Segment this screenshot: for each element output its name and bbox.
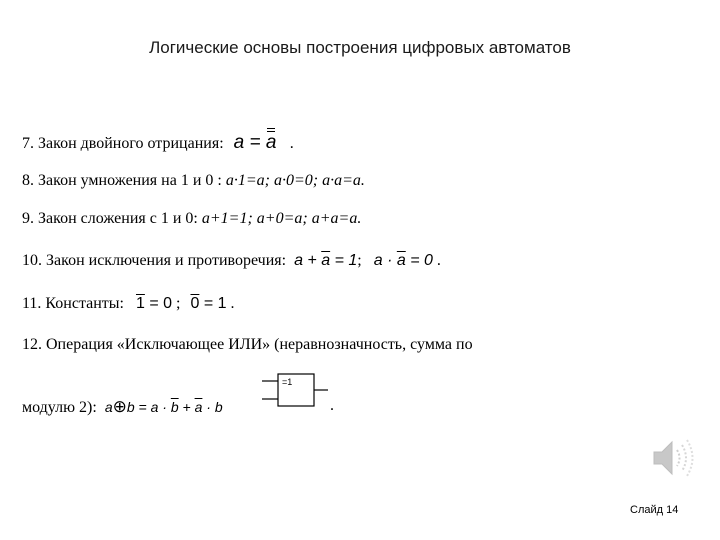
law-7-eq: = [244, 132, 266, 153]
law-12-tail: . [330, 397, 334, 414]
law-12-label: 12. Операция «Исключающее ИЛИ» (неравнозначность, сумма по [22, 336, 473, 353]
law-11-c1-a: 1 [135, 295, 145, 312]
law-10-sep: ; [357, 252, 362, 269]
xor-b: b = a · [126, 399, 171, 415]
xor-plus: + [178, 399, 195, 415]
law-11-c2-a: 0 [190, 295, 200, 312]
xor-formula [105, 399, 223, 415]
slide-title: Логические основы построения цифровых автоматов [149, 38, 571, 57]
law-9 [22, 210, 361, 228]
xor-gate-symbol [262, 373, 328, 409]
law-7-tail: . [289, 135, 294, 152]
law-10-f1-b: $\overline{a}$ [321, 252, 331, 269]
slide-number: Слайд 14 [630, 504, 679, 516]
law-10-f2-a: a · [373, 252, 397, 269]
law-9-formula: a+1=1; a+0=a; a+a=a. [201, 210, 362, 227]
law-11-c1-b: = 0 [144, 295, 173, 312]
law-7-label: 7. Закон двойного отрицания: [22, 135, 224, 152]
law-10 [22, 252, 441, 270]
law-10-label: 10. Закон исключения и противоречия: [22, 252, 287, 269]
speaker-icon[interactable] [652, 436, 698, 480]
law-9-label: 9. Закон сложения с 1 и 0: [22, 210, 198, 227]
law-11-sep: ; [176, 295, 181, 312]
xor-a: a [104, 399, 113, 415]
law-11-const-1 [136, 295, 172, 312]
law-7 [22, 132, 294, 154]
law-10-formula-2 [374, 252, 433, 269]
law-12-cont-label: модулю 2): [22, 399, 97, 416]
law-11-tail: . [230, 295, 235, 312]
law-10-tail: . [436, 252, 441, 269]
xor-gate-label: =1 [282, 377, 293, 387]
law-8-formula: a·1=a; a·0=0; a·a=a. [225, 172, 365, 189]
law-11-const-2 [190, 295, 226, 312]
law-7-formula [234, 132, 282, 153]
law-8 [22, 172, 365, 190]
xor-a-bar: $\overline{a}$ [194, 399, 203, 415]
law-8-label: 8. Закон умножения на 1 и 0 : [22, 172, 222, 189]
law-7-rhs: a [265, 132, 277, 153]
law-10-f1-a: a + [294, 252, 322, 269]
law-12 [22, 336, 473, 354]
xor-end: · b [202, 399, 223, 415]
law-11-c2-b: = 1 [199, 295, 227, 312]
law-10-f2-c: = 0 [405, 252, 433, 269]
law-10-formula-1 [294, 252, 357, 269]
law-12-cont [22, 397, 334, 417]
law-11-label: 11. Константы: [22, 295, 124, 312]
xor-op: ⊕ [112, 397, 127, 416]
law-7-lhs: a [233, 132, 245, 153]
law-11 [22, 295, 235, 313]
law-10-f2-b: $\overline{a}$ [396, 252, 406, 269]
xor-b-bar: $\overline{b}$ [170, 399, 179, 415]
law-10-f1-c: = 1 [330, 252, 358, 269]
